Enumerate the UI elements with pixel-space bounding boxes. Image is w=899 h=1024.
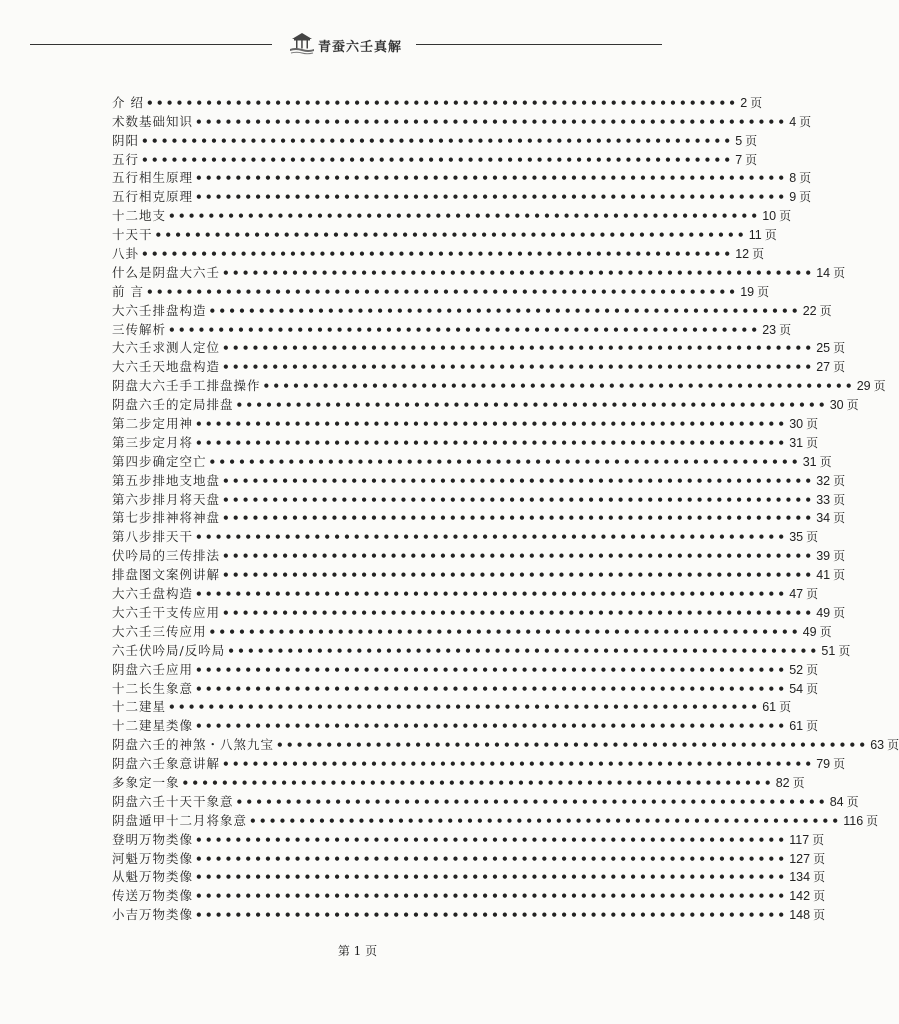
toc-page-unit: 页 [792,775,805,790]
toc-entry-page [776,775,805,791]
toc-entry-page [870,737,899,753]
toc-entry[interactable] [112,791,859,810]
toc-leader-dots: •••••••••••••••••••••••••••••••••••••••••••••••••••••••••••• [141,133,734,148]
toc-entry[interactable] [112,867,826,886]
header-rule-right [416,44,662,45]
toc-page-number: 35 [789,530,804,545]
toc-entry-page [762,699,791,715]
toc-entry[interactable] [112,451,832,470]
toc-entry-title: 前 言 [112,283,144,299]
toc-page-unit: 页 [813,851,826,866]
toc-page-unit: 页 [806,417,819,432]
toc-page-number: 116 [843,813,864,828]
toc-page-number: 19 [740,284,755,299]
toc-page-number: 63 [870,738,885,753]
toc-entry-title: 大六壬求测人定位 [112,340,221,356]
toc-leader-dots: •••••••••••••••••••••••••••••••••••••••••••••••••••••••••••• [276,738,869,753]
toc-entry[interactable] [112,772,805,791]
toc-page-unit: 页 [813,889,826,904]
toc-leader-dots: •••••••••••••••••••••••••••••••••••••••••••••••••••••••••••• [208,454,801,469]
toc-entry[interactable] [112,602,846,621]
toc-leader-dots: •••••••••••••••••••••••••••••••••••••••••••••••••••••••••••• [208,624,801,639]
toc-entry-page [789,435,818,451]
toc-entry-page [735,246,764,262]
toc-entry[interactable] [112,583,819,602]
toc-leader-dots: •••••••••••••••••••••••••••••••••••••••••••••••••••••••••••• [195,681,788,696]
toc-page-unit: 页 [779,209,792,224]
toc-page-number: 4 [789,114,797,129]
toc-leader-dots: •••••••••••••••••••••••••••••••••••••••••••••••••••••••••••• [208,303,801,318]
toc-entry-page [816,473,845,489]
toc-page-unit: 页 [833,360,846,375]
toc-entry-title: 阴盘六壬的定局排盘 [112,397,234,413]
toc-entry-page [789,851,825,867]
toc-entry-title: 第三步定月将 [112,434,194,450]
toc-entry[interactable] [112,904,826,923]
toc-entry[interactable] [112,300,832,319]
toc-page-number: 49 [816,605,831,620]
toc-leader-dots: •••••••••••••••••••••••••••••••••••••••••••••••••••••••••••• [222,360,815,375]
toc-entry-page [789,832,824,848]
toc-entry-page [789,170,811,186]
toc-entry-page [740,95,762,111]
toc-page-number: 79 [816,757,831,772]
toc-entry-title: 大六壬三传应用 [112,623,207,639]
toc-page-unit: 页 [806,681,819,696]
toc-entry-title: 从魁万物类像 [112,869,194,885]
toc-page-unit: 页 [833,265,846,280]
toc-page-number: 41 [816,568,831,583]
toc-page-unit: 页 [806,587,819,602]
toc-entry-page [789,189,811,205]
toc-page-number: 22 [802,303,817,318]
toc-entry-page [789,529,818,545]
toc-entry-title: 十二长生象意 [112,680,194,696]
toc-entry[interactable] [112,262,846,281]
toc-entry-title: 五行相克原理 [112,189,194,205]
toc-page-number: 2 [740,95,748,110]
toc-entry-title: 八卦 [112,246,140,262]
toc-leader-dots: •••••••••••••••••••••••••••••••••••••••••••••••••••••••••••• [195,889,788,904]
toc-entry[interactable] [112,848,826,867]
toc-entry[interactable] [112,753,846,772]
toc-page-number: 33 [816,492,831,507]
toc-entry-page [816,265,845,281]
toc-entry-page [789,662,818,678]
toc-entry-title: 第四步确定空亡 [112,453,207,469]
toc-page-unit: 页 [813,870,826,885]
toc-leader-dots: •••••••••••••••••••••••••••••••••••••••••••••••••••••••••••• [222,757,815,772]
toc-entry[interactable] [112,243,765,262]
toc-page-unit: 页 [813,908,826,923]
toc-entry-page [857,378,886,394]
toc-entry-title: 小吉万物类像 [112,907,194,923]
toc-leader-dots: •••••••••••••••••••••••••••••••••••••••••••••••••••••••••••• [222,568,815,583]
toc-page-unit: 页 [764,228,777,243]
toc-page-number: 82 [775,775,790,790]
toc-page-unit: 页 [819,624,832,639]
toc-entry-page [740,284,769,300]
toc-leader-dots: •••••••••••••••••••••••••••••••••••••••••••••••••••••••••••• [195,832,788,847]
toc-page-unit: 页 [750,95,763,110]
toc-entry-page [762,322,791,338]
toc-page-number: 39 [816,549,831,564]
toc-page-number: 148 [789,908,811,923]
toc-page-unit: 页 [745,152,758,167]
toc-page-unit: 页 [806,435,819,450]
toc-entry-title: 大六壬排盘构造 [112,302,207,318]
toc-page-unit: 页 [873,379,886,394]
toc-entry-page [749,227,777,243]
toc-entry-title: 六壬伏吟局/反吟局 [112,642,226,658]
toc-page-unit: 页 [866,813,879,828]
toc-entry-page [830,397,859,413]
toc-entry-page [762,208,791,224]
toc-page-unit: 页 [779,322,792,337]
toc-entry[interactable] [112,186,812,205]
toc-leader-dots: •••••••••••••••••••••••••••••••••••••••••••••••••••••••••••• [195,870,788,885]
toc-entry[interactable] [112,92,763,111]
toc-entry-page [816,605,845,621]
toc-entry[interactable] [112,224,777,243]
toc-page-number: 61 [762,700,777,715]
toc-page-unit: 页 [846,398,859,413]
toc-leader-dots: •••••••••••••••••••••••••••••••••••••••••••••••••••••••••••• [195,435,788,450]
toc-entry-title: 阴盘遁甲十二月将象意 [112,812,248,828]
toc-entry[interactable] [112,659,819,678]
page-header [0,30,715,60]
toc-page-number: 84 [829,794,844,809]
toc-page-unit: 页 [819,454,832,469]
toc-page-unit: 页 [757,284,770,299]
toc-entry-page [735,152,757,168]
toc-leader-dots: •••••••••••••••••••••••••••••••••••••••••••••••••••••••••••• [195,851,788,866]
toc-leader-dots: •••••••••••••••••••••••••••••••••••••••••••••••••••••••••••• [168,322,761,337]
toc-page-unit: 页 [833,605,846,620]
toc-page-number: 23 [762,322,777,337]
toc-entry[interactable] [112,281,770,300]
toc-leader-dots: •••••••••••••••••••••••••••••••••••••••••••••••••••••••••••• [141,247,734,262]
toc-entry-page [789,114,811,130]
toc-entry-title: 阴盘大六壬手工排盘操作 [112,378,261,394]
toc-page-unit: 页 [819,303,832,318]
toc-entry-page [816,359,845,375]
toc-page-number: 12 [735,247,750,262]
toc-leader-dots: •••••••••••••••••••••••••••••••••••••••••••••••••••••••••••• [168,209,761,224]
toc-entry-page [789,586,818,602]
toc-page-number: 127 [789,851,811,866]
toc-leader-dots: •••••••••••••••••••••••••••••••••••••••••••••••••••••••••••• [222,341,815,356]
toc-leader-dots: •••••••••••••••••••••••••••••••••••••••••••••••••••••••••••• [249,813,842,828]
toc-entry-title: 传送万物类像 [112,888,194,904]
toc-page-unit: 页 [833,568,846,583]
toc-entry[interactable] [112,640,851,659]
toc-entry-page [789,869,825,885]
toc-entry-page [816,567,845,583]
toc-leader-dots: •••••••••••••••••••••••••••••••••••••••••••••••••••••••••••• [195,908,788,923]
toc-entry-title: 十二地支 [112,208,167,224]
toc-entry[interactable] [112,319,792,338]
toc-leader-dots: •••••••••••••••••••••••••••••••••••••••••••••••••••••••••••• [262,379,855,394]
header-title: 青蚕六壬真解 [318,40,403,55]
toc-page-number: 30 [829,398,844,413]
toc-leader-dots: •••••••••••••••••••••••••••••••••••••••••••••••••••••••••••• [195,587,788,602]
toc-page-number: 31 [789,435,804,450]
toc-page-unit: 页 [887,738,899,753]
toc-leader-dots: •••••••••••••••••••••••••••••••••••••••••••••••••••••••••••• [222,511,815,526]
toc-leader-dots: •••••••••••••••••••••••••••••••••••••••••••••••••••••••••••• [222,492,815,507]
toc-entry[interactable] [112,715,819,734]
toc-entry-title: 十天干 [112,227,153,243]
toc-leader-dots: •••••••••••••••••••••••••••••••••••••••••••••••••••••••••••• [195,719,788,734]
toc-entry-title: 十二建星 [112,699,167,715]
toc-entry-page [789,718,818,734]
toc-entry-page [789,907,825,923]
toc-entry[interactable] [112,545,846,564]
toc-entry[interactable] [112,621,832,640]
toc-page-number: 25 [816,341,831,356]
toc-page-unit: 页 [806,530,819,545]
toc-entry-title: 什么是阴盘大六壬 [112,264,221,280]
toc-entry[interactable] [112,375,886,394]
toc-entry-page [803,454,832,470]
toc-entry[interactable] [112,432,819,451]
toc-entry-title: 第六步排月将天盘 [112,491,221,507]
toc-entry-page [843,813,878,829]
toc-entry-page [816,510,845,526]
toc-entry-title: 第五步排地支地盘 [112,472,221,488]
toc-page-unit: 页 [833,511,846,526]
toc-leader-dots: •••••••••••••••••••••••••••••••••••••••••••••••••••••••••••• [227,643,820,658]
toc-entry[interactable] [112,168,812,187]
toc-leader-dots: •••••••••••••••••••••••••••••••••••••••••••••••••••••••••••• [222,549,815,564]
toc-page-number: 31 [802,454,817,469]
toc-page-unit: 页 [833,473,846,488]
toc-leader-dots: •••••••••••••••••••••••••••••••••••••••••••••••••••••••••••• [168,700,761,715]
toc-leader-dots: •••••••••••••••••••••••••••••••••••••••••••••••••••••••••••• [181,775,774,790]
toc-entry[interactable] [112,338,846,357]
toc-entry-title: 五行相生原理 [112,170,194,186]
toc-page-unit: 页 [833,757,846,772]
toc-page-number: 11 [748,228,762,243]
toc-page-number: 61 [789,719,804,734]
toc-entry-title: 多象定一象 [112,774,180,790]
toc-entry-page [816,548,845,564]
toc-page-number: 32 [816,473,831,488]
toc-page-unit: 页 [799,171,812,186]
toc-entry-title: 第八步排天干 [112,529,194,545]
toc-entry-title: 伏吟局的三传排法 [112,548,221,564]
toc-page-unit: 页 [846,794,859,809]
toc-leader-dots: •••••••••••••••••••••••••••••••••••••••••••••••••••••••••••• [145,284,739,299]
toc-leader-dots: •••••••••••••••••••••••••••••••••••••••••••••••••••••••••••• [235,794,828,809]
toc-entry-title: 阴盘六壬应用 [112,661,194,677]
toc-page-unit: 页 [812,832,825,847]
toc-page-number: 27 [816,360,831,375]
toc-entry-page [816,756,845,772]
toc-leader-dots: •••••••••••••••••••••••••••••••••••••••••••••••••••••••••••• [195,190,788,205]
toc-entry-title: 术数基础知识 [112,113,194,129]
toc-entry-page [735,133,757,149]
toc-page-unit: 页 [799,190,812,205]
toc-leader-dots: •••••••••••••••••••••••••••••••••••••••••••••••••••••••••••• [195,530,788,545]
toc-entry[interactable] [112,829,825,848]
toc-entry-title: 登明万物类像 [112,831,194,847]
toc-entry[interactable] [112,394,859,413]
toc-entry[interactable] [112,697,792,716]
toc-entry-title: 十二建星类像 [112,718,194,734]
toc-entry-title: 介 绍 [112,94,144,110]
toc-entry[interactable] [112,356,846,375]
toc-entry-title: 第二步定用神 [112,416,194,432]
toc-page-number: 10 [762,209,777,224]
toc-page-number: 14 [816,265,831,280]
toc-entry[interactable] [112,149,758,168]
toc-page-number: 5 [735,133,743,148]
toc-page-number: 8 [789,171,797,186]
toc-leader-dots: •••••••••••••••••••••••••••••••••••••••••••••••••••••••••••• [222,265,815,280]
toc-page-number: 34 [816,511,831,526]
toc-entry[interactable] [112,564,846,583]
toc-page-number: 134 [789,870,811,885]
toc-leader-dots: •••••••••••••••••••••••••••••••••••••••••••••••••••••••••••• [145,95,739,110]
toc-entry-title: 大六壬天地盘构造 [112,359,221,375]
toc-page-number: 52 [789,662,804,677]
toc-entry[interactable] [112,470,846,489]
toc-entry[interactable] [112,678,819,697]
table-of-contents [112,92,899,923]
toc-entry-page [803,624,832,640]
toc-page-unit: 页 [838,643,851,658]
toc-page-unit: 页 [806,662,819,677]
toc-entry[interactable] [112,130,758,149]
toc-entry[interactable] [112,489,846,508]
toc-page-number: 49 [802,624,817,639]
toc-page-unit: 页 [779,700,792,715]
toc-page-number: 7 [735,152,743,167]
toc-entry-title: 阴盘六壬象意讲解 [112,756,221,772]
toc-entry-title: 第七步排神将神盘 [112,510,221,526]
toc-page-unit: 页 [833,549,846,564]
toc-leader-dots: •••••••••••••••••••••••••••••••••••••••••••••••••••••••••••• [154,228,747,243]
toc-page-unit: 页 [752,247,765,262]
toc-entry-title: 河魁万物类像 [112,850,194,866]
toc-entry-page [789,681,818,697]
toc-page-number: 142 [789,889,811,904]
toc-page-unit: 页 [806,719,819,734]
toc-entry[interactable] [112,885,826,904]
toc-leader-dots: •••••••••••••••••••••••••••••••••••••••••••••••••••••••••••• [222,605,815,620]
toc-leader-dots: •••••••••••••••••••••••••••••••••••••••••••••••••••••••••••• [195,114,788,129]
toc-page-unit: 页 [833,341,846,356]
toc-entry[interactable] [112,205,792,224]
toc-entry[interactable] [112,111,812,130]
toc-entry[interactable] [112,526,819,545]
toc-entry-title: 阴盘六壬的神煞・八煞九宝 [112,737,275,753]
toc-page-number: 9 [789,190,797,205]
toc-entry-page [821,643,850,659]
toc-entry-page [830,794,859,810]
toc-entry-title: 阴阳 [112,132,140,148]
toc-entry-page [816,340,845,356]
toc-page-number: 54 [789,681,804,696]
toc-entry-title: 五行 [112,151,140,167]
toc-entry-title: 大六壬干支传应用 [112,604,221,620]
toc-entry-title: 排盘图文案例讲解 [112,567,221,583]
toc-page-number: 117 [789,832,810,847]
toc-leader-dots: •••••••••••••••••••••••••••••••••••••••••••••••••••••••••••• [222,473,815,488]
page-number: 第 1 页 [337,944,378,958]
toc-entry-title: 三传解析 [112,321,167,337]
toc-entry-title: 阴盘六壬十天干象意 [112,793,234,809]
toc-page-number: 30 [789,417,804,432]
toc-entry-title: 大六壬盘构造 [112,586,194,602]
toc-page-unit: 页 [833,492,846,507]
toc-leader-dots: •••••••••••••••••••••••••••••••••••••••••••••••••••••••••••• [141,152,734,167]
toc-leader-dots: •••••••••••••••••••••••••••••••••••••••••••••••••••••••••••• [235,398,828,413]
toc-entry-page [816,492,845,508]
toc-leader-dots: •••••••••••••••••••••••••••••••••••••••••••••••••••••••••••• [195,417,788,432]
toc-page-number: 51 [821,643,836,658]
toc-entry[interactable] [112,508,846,527]
toc-page-unit: 页 [745,133,758,148]
toc-entry[interactable] [112,734,899,753]
toc-page-number: 47 [789,587,804,602]
toc-page-number: 29 [856,379,871,394]
toc-entry[interactable] [112,413,819,432]
toc-entry-page [803,303,832,319]
toc-entry-page [789,416,818,432]
toc-entry-page [789,888,825,904]
toc-leader-dots: •••••••••••••••••••••••••••••••••••••••••••••••••••••••••••• [195,662,788,677]
pavilion-logo-icon [289,30,315,56]
header-rule-left [30,44,272,45]
toc-entry[interactable] [112,810,879,829]
toc-page-unit: 页 [799,114,812,129]
toc-leader-dots: •••••••••••••••••••••••••••••••••••••••••••••••••••••••••••• [195,171,788,186]
